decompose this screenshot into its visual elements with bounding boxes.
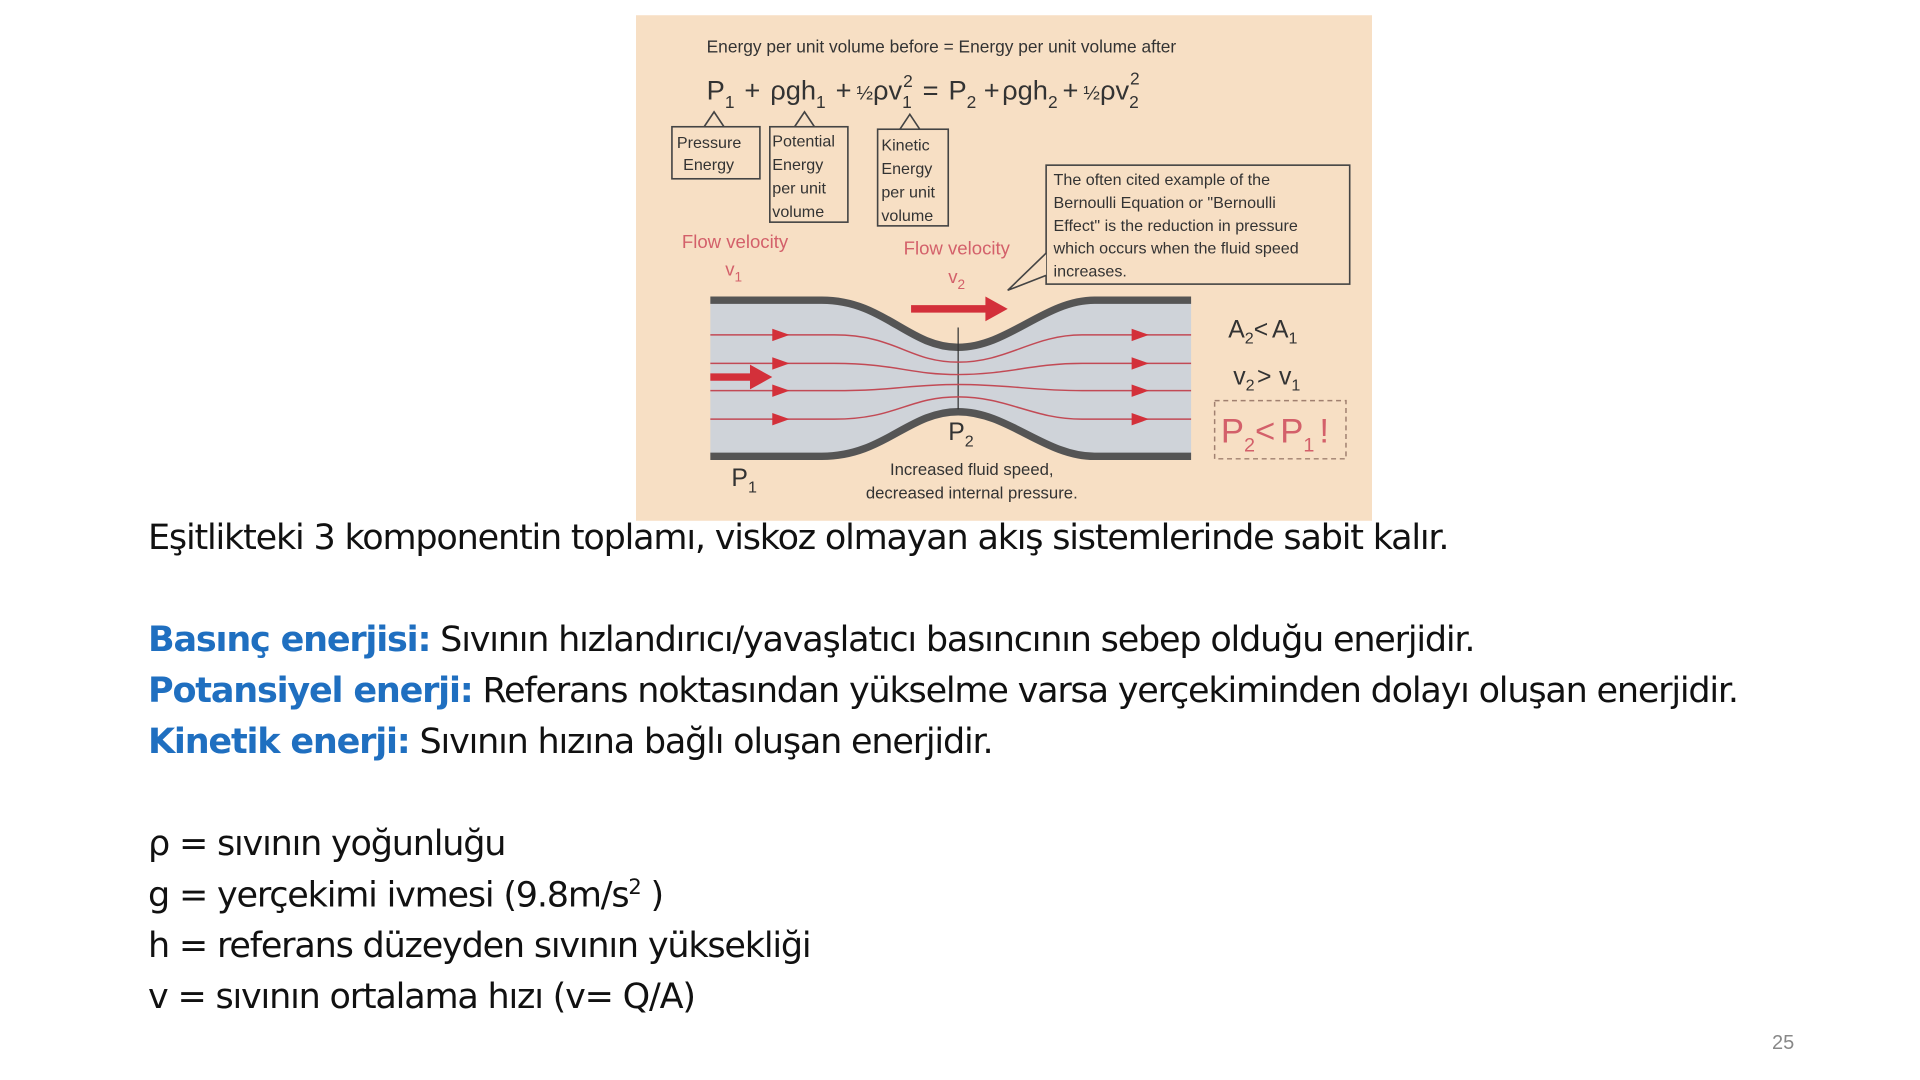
area-relation: $A_2< A_1$ <box>1228 316 1298 348</box>
h-definition: h = referans düzeyden sıvının yüksekliği <box>148 926 811 966</box>
bernoulli-diagram <box>636 15 1372 521</box>
svg-text:v1: $v_1$ <box>725 258 743 285</box>
term: Kinetik enerji: <box>148 722 410 762</box>
bernoulli-callout: The often cited example of the Bernoulli Equation or "Bernoulli Effect" is the reduction in pressure which occurs when the fluid speed increases. <box>1053 170 1299 281</box>
v-definition: v = sıvının ortalama hızı (v= Q/A) <box>148 977 695 1017</box>
summary-line: Eşitlikteki 3 komponentin toplamı, viskoz olmayan akış sistemlerinde sabit kalır. <box>148 518 1449 558</box>
flow-velocity-2: Flow velocity <box>903 237 1010 259</box>
flow-velocity-1: Flow velocity <box>681 231 789 253</box>
page-number: 25 <box>1772 1032 1795 1054</box>
g-definition: g = yerçekimi ivmesi ($9.8m/s^2$ ) <box>148 875 663 916</box>
svg-text:v2: $v_2$ <box>948 265 966 293</box>
rho-definition: ρ = sıvının yoğunluğu <box>148 824 506 864</box>
velocity-relation: $v_2 > v_1$ <box>1233 363 1301 395</box>
kinetic-energy-label: Kinetic Energy per unit volume <box>881 136 936 225</box>
pressure-energy-definition: Basınç enerjisi: Sıvının hızlandırıcı/yavaşlatıcı basıncının sebep olduğu enerjidir. <box>148 620 1475 660</box>
potential-energy-definition: Potansiyel enerji: Referans noktasından yükselme varsa yerçekiminden dolayı oluşan enerjidir. <box>148 671 1738 711</box>
term: Basınç enerjisi: <box>148 620 431 660</box>
potential-energy-label: Potential Energy per unit volume <box>772 132 835 222</box>
svg-text:P1+ρgh1+½ρv12=P2+ρgh2+½ρv22: $P_1 + \rho gh_1$ + $\frac{1}{2}\rho v_12 = P_2 + \rho gh_2$ + $\frac{1}{2}\rho v_22$ <box>706 68 1140 113</box>
p2-label: $P_2$ <box>948 419 974 451</box>
kinetic-energy-definition: Kinetik enerji: Sıvının hızına bağlı oluşan enerjidir. <box>148 722 993 762</box>
p1-label: $P_1$ <box>731 465 757 497</box>
term: Potansiyel enerji: <box>148 671 473 711</box>
diagram-caption: Increased fluid speed, decreased internal pressure. <box>865 459 1078 503</box>
pressure-energy-label: Pressure Energy <box>676 133 742 175</box>
diagram-title: Energy per unit volume before = Energy per unit volume after <box>706 36 1177 57</box>
pressure-relation: $P_2< P_1$ ! <box>1220 412 1329 457</box>
